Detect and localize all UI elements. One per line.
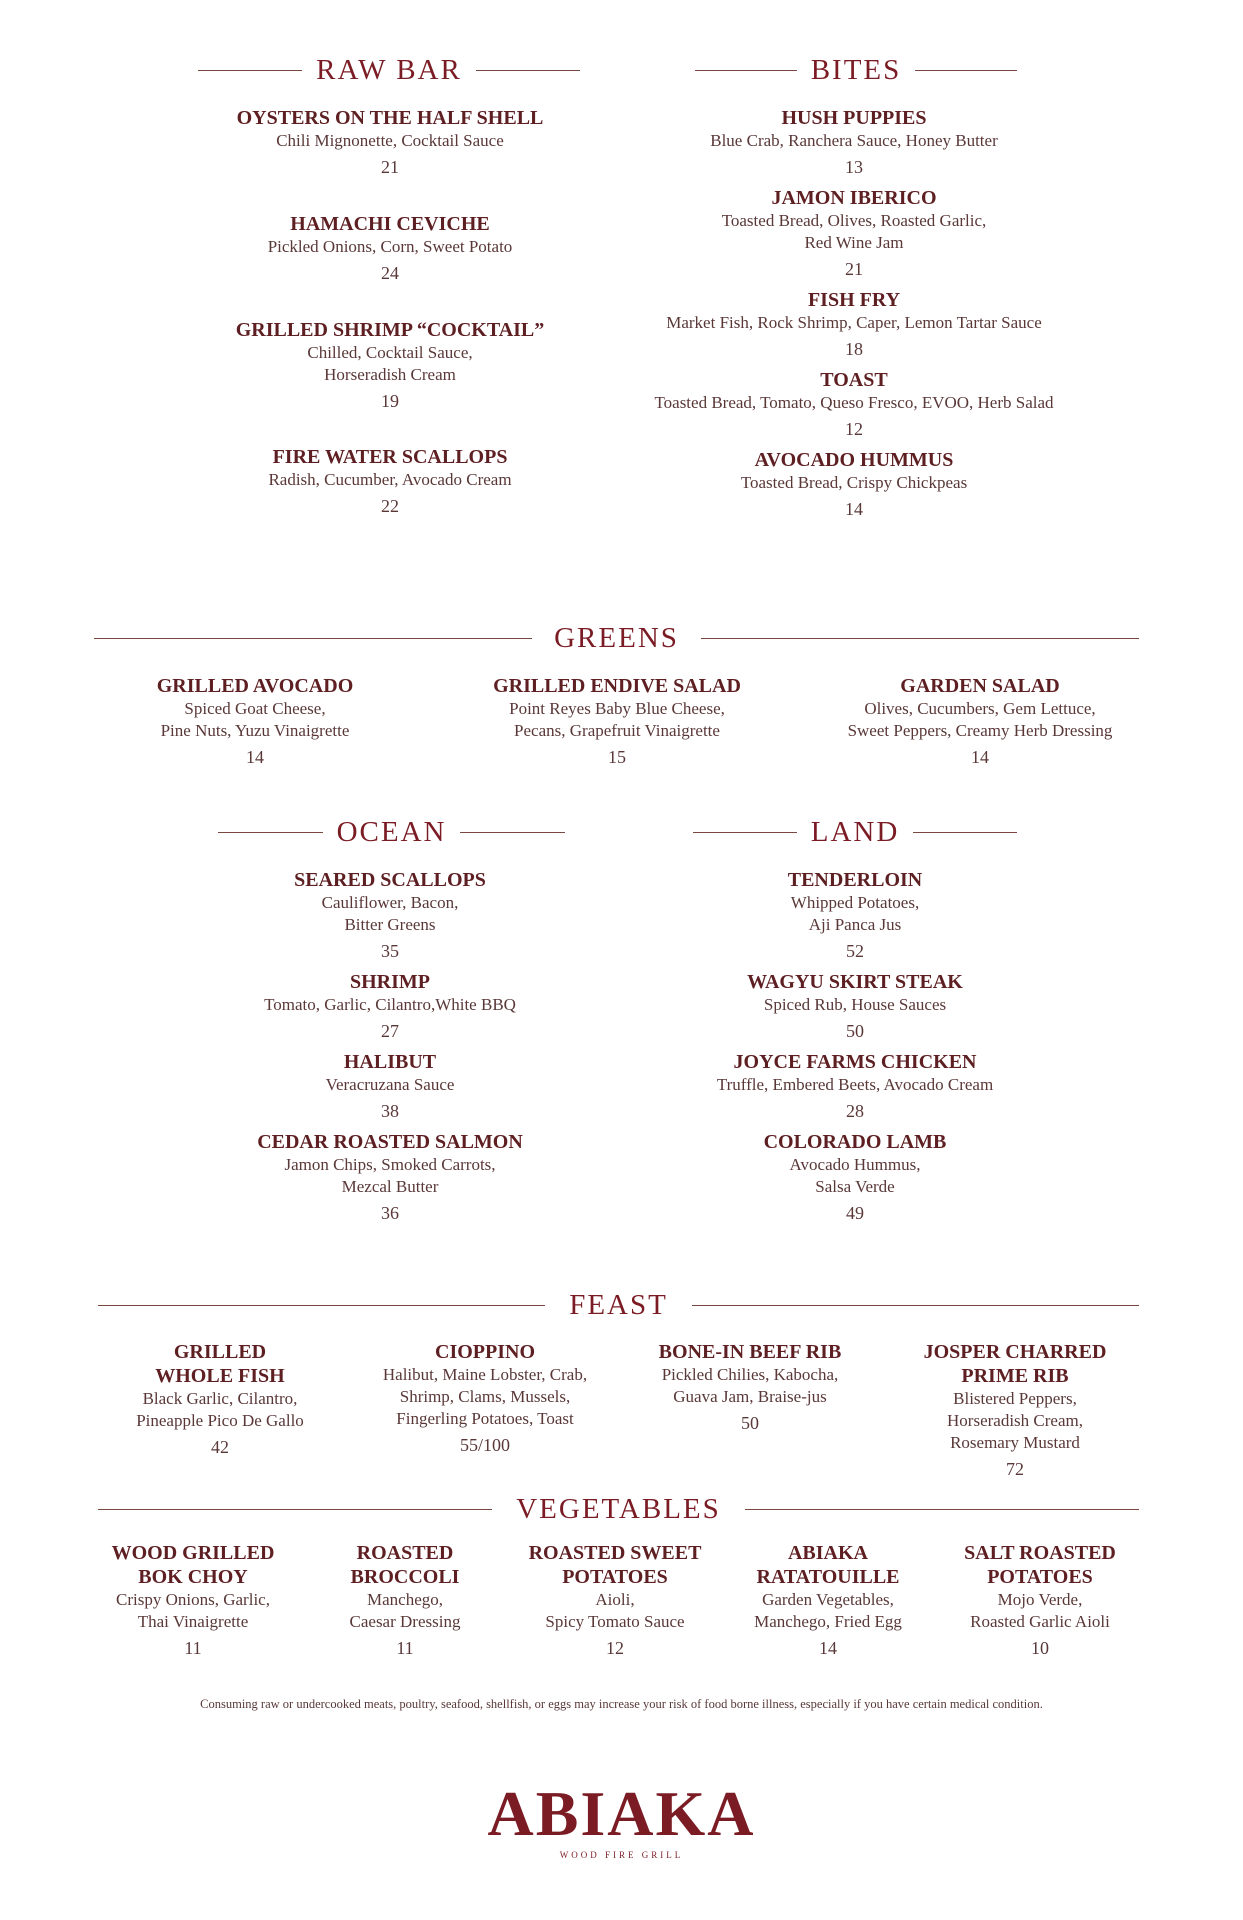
item-name: GRILLED ENDIVE SALAD [493, 675, 741, 697]
item-price: 14 [246, 747, 264, 767]
item-name: OYSTERS ON THE HALF SHELL [236, 107, 544, 129]
divider [94, 638, 532, 639]
feast-header [98, 1291, 1139, 1320]
item-price: 18 [845, 339, 863, 359]
section-title: BITES [810, 54, 902, 86]
item-name: GARDEN SALAD [900, 675, 1060, 697]
greens-header [94, 624, 1139, 653]
item-name: FISH FRY [807, 289, 901, 311]
item-price: 19 [381, 391, 399, 411]
ocean-header [218, 818, 565, 847]
item-description: Toasted Bread, Tomato, Queso Fresco, EVOO, Herb Salad [654, 393, 1054, 412]
item-description: Blistered Peppers, Horseradish Cream, Rosemary Mustard [947, 1389, 1083, 1452]
item-name: BONE-IN BEEF RIB [658, 1341, 842, 1363]
item-name: CIOPPINO [435, 1341, 535, 1363]
divider [701, 638, 1139, 639]
item-price: 50 [741, 1413, 759, 1433]
item-name: FIRE WATER SCALLOPS [272, 446, 508, 468]
item-price: 42 [211, 1437, 229, 1457]
menu-item [305, 1541, 505, 1659]
item-price: 14 [845, 499, 863, 519]
item-price: 12 [845, 419, 863, 439]
item-price: 50 [846, 1021, 864, 1041]
item-description: Mojo Verde, Roasted Garlic Aioli [970, 1590, 1110, 1631]
item-description: Avocado Hummus, Salsa Verde [789, 1155, 921, 1196]
item-description: Whipped Potatoes, Aji Panca Jus [790, 893, 920, 934]
menu-item [190, 445, 590, 517]
section-title: FEAST [569, 1289, 668, 1321]
menu-item [190, 1050, 590, 1122]
menu-item [630, 1340, 870, 1434]
item-price: 36 [381, 1203, 399, 1223]
item-price: 11 [396, 1638, 414, 1658]
item-description: Market Fish, Rock Shrimp, Caper, Lemon Tartar Sauce [666, 313, 1042, 332]
item-description: Spiced Goat Cheese, Pine Nuts, Yuzu Vinaigrette [160, 699, 350, 740]
logo-tagline: WOOD FIRE GRILL [559, 1850, 684, 1860]
item-description: Garden Vegetables, Manchego, Fried Egg [754, 1590, 902, 1631]
item-description: Olives, Cucumbers, Gem Lettuce, Sweet Peppers, Creamy Herb Dressing [847, 699, 1113, 740]
item-price: 49 [846, 1203, 864, 1223]
item-name: SHRIMP [350, 971, 430, 993]
item-description: Manchego, Caesar Dressing [349, 1590, 461, 1631]
item-description: Truffle, Embered Beets, Avocado Cream [716, 1075, 994, 1094]
item-description: Crispy Onions, Garlic, Thai Vinaigrette [116, 1590, 270, 1631]
item-name: WAGYU SKIRT STEAK [747, 971, 963, 993]
divider [460, 832, 565, 833]
item-description: Spiced Rub, House Sauces [763, 995, 947, 1014]
bites-header [695, 56, 1017, 85]
health-disclaimer: Consuming raw or undercooked meats, poultry, seafood, shellfish, or eggs may increase your risk of food borne illness, especially if you have certain medical condition. [200, 1697, 1043, 1711]
menu-item [655, 970, 1055, 1042]
restaurant-logo [0, 1778, 1243, 1860]
item-name: AVOCADO HUMMUS [754, 449, 954, 471]
menu-item [600, 288, 1108, 360]
raw-bar-header [198, 56, 580, 85]
item-price: 14 [819, 1638, 837, 1658]
menu-item [600, 448, 1108, 520]
item-price: 38 [381, 1101, 399, 1121]
item-name: GRILLED SHRIMP “COCKTAIL” [235, 319, 545, 341]
item-name: TOAST [820, 369, 888, 391]
menu-item [728, 1541, 928, 1659]
menu-item [815, 674, 1145, 768]
menu-item [600, 368, 1108, 440]
divider [198, 70, 302, 71]
item-price: 28 [846, 1101, 864, 1121]
divider [915, 70, 1017, 71]
section-title: GREENS [554, 622, 679, 654]
item-price: 10 [1031, 1638, 1049, 1658]
item-description: Black Garlic, Cilantro, Pineapple Pico De Gallo [136, 1389, 304, 1430]
divider [692, 1305, 1139, 1306]
item-price: 21 [381, 157, 399, 177]
logo-wordmark: ABIAKA [487, 1778, 756, 1849]
menu-item [350, 1340, 620, 1456]
menu-item [655, 1130, 1055, 1224]
item-name: ROASTED BROCCOLI [350, 1542, 460, 1588]
item-description: Pickled Onions, Corn, Sweet Potato [267, 237, 513, 256]
vegetables-header [98, 1495, 1139, 1524]
item-price: 15 [608, 747, 626, 767]
section-title: OCEAN [336, 816, 447, 848]
item-price: 21 [845, 259, 863, 279]
item-name: SEARED SCALLOPS [294, 869, 486, 891]
menu-item [190, 106, 590, 178]
menu-item [100, 674, 410, 768]
item-price: 12 [606, 1638, 624, 1658]
item-name: GRILLED WHOLE FISH [155, 1341, 285, 1387]
item-name: COLORADO LAMB [763, 1131, 947, 1153]
item-description: Jamon Chips, Smoked Carrots, Mezcal Butter [284, 1155, 496, 1196]
item-description: Tomato, Garlic, Cilantro,White BBQ [264, 995, 516, 1014]
item-description: Pickled Chilies, Kabocha, Guava Jam, Braise-jus [661, 1365, 839, 1406]
item-price: 27 [381, 1021, 399, 1041]
item-name: HALIBUT [343, 1051, 437, 1073]
menu-item [190, 212, 590, 284]
divider [693, 832, 797, 833]
item-description: Chili Mignonette, Cocktail Sauce [276, 131, 504, 150]
divider [98, 1305, 545, 1306]
item-name: JOSPER CHARRED PRIME RIB [923, 1341, 1107, 1387]
menu-item [655, 868, 1055, 962]
item-name: WOOD GRILLED BOK CHOY [111, 1542, 275, 1588]
item-name: ABIAKA RATATOUILLE [756, 1542, 900, 1588]
item-description: Point Reyes Baby Blue Cheese, Pecans, Grapefruit Vinaigrette [509, 699, 725, 740]
item-name: CEDAR ROASTED SALMON [257, 1131, 523, 1153]
item-description: Chilled, Cocktail Sauce, Horseradish Cream [307, 343, 473, 384]
divider [476, 70, 580, 71]
item-name: HUSH PUPPIES [781, 107, 927, 129]
item-price: 72 [1006, 1459, 1024, 1479]
menu-item [190, 868, 590, 962]
item-price: 13 [845, 157, 863, 177]
item-description: Radish, Cucumber, Avocado Cream [268, 470, 512, 489]
item-price: 22 [381, 496, 399, 516]
section-title: RAW BAR [316, 54, 462, 86]
menu-item [190, 318, 590, 412]
menu-item [940, 1541, 1140, 1659]
menu-item [895, 1340, 1135, 1480]
menu-item [100, 1340, 340, 1458]
menu-item [600, 106, 1108, 178]
item-name: JAMON IBERICO [771, 187, 937, 209]
item-description: Toasted Bread, Olives, Roasted Garlic, Red Wine Jam [721, 211, 987, 252]
item-description: Veracruzana Sauce [325, 1075, 455, 1094]
item-description: Halibut, Maine Lobster, Crab, Shrimp, Clams, Mussels, Fingerling Potatoes, Toast [382, 1365, 588, 1428]
item-name: HAMACHI CEVICHE [290, 213, 490, 235]
divider [695, 70, 797, 71]
item-description: Blue Crab, Ranchera Sauce, Honey Butter [710, 131, 998, 150]
item-name: TENDERLOIN [787, 869, 923, 891]
land-header [693, 818, 1017, 847]
item-name: SALT ROASTED POTATOES [964, 1542, 1116, 1588]
menu-item [190, 1130, 590, 1224]
menu-item [190, 970, 590, 1042]
section-title: LAND [810, 816, 900, 848]
item-name: ROASTED SWEET POTATOES [528, 1542, 702, 1588]
item-price: 14 [971, 747, 989, 767]
divider [218, 832, 323, 833]
divider [98, 1509, 492, 1510]
item-description: Cauliflower, Bacon, Bitter Greens [321, 893, 459, 934]
menu-item [93, 1541, 293, 1659]
menu-item [515, 1541, 715, 1659]
menu-item [655, 1050, 1055, 1122]
section-title: VEGETABLES [516, 1493, 721, 1525]
item-description: Toasted Bread, Crispy Chickpeas [740, 473, 968, 492]
item-price: 11 [184, 1638, 202, 1658]
menu-item [600, 186, 1108, 280]
item-price: 35 [381, 941, 399, 961]
divider [913, 832, 1017, 833]
item-name: GRILLED AVOCADO [156, 675, 354, 697]
divider [745, 1509, 1139, 1510]
item-price: 55/100 [459, 1435, 510, 1455]
item-description: Aioli, Spicy Tomato Sauce [545, 1590, 685, 1631]
item-price: 24 [381, 263, 399, 283]
item-price: 52 [846, 941, 864, 961]
menu-item [462, 674, 772, 768]
item-name: JOYCE FARMS CHICKEN [733, 1051, 977, 1073]
